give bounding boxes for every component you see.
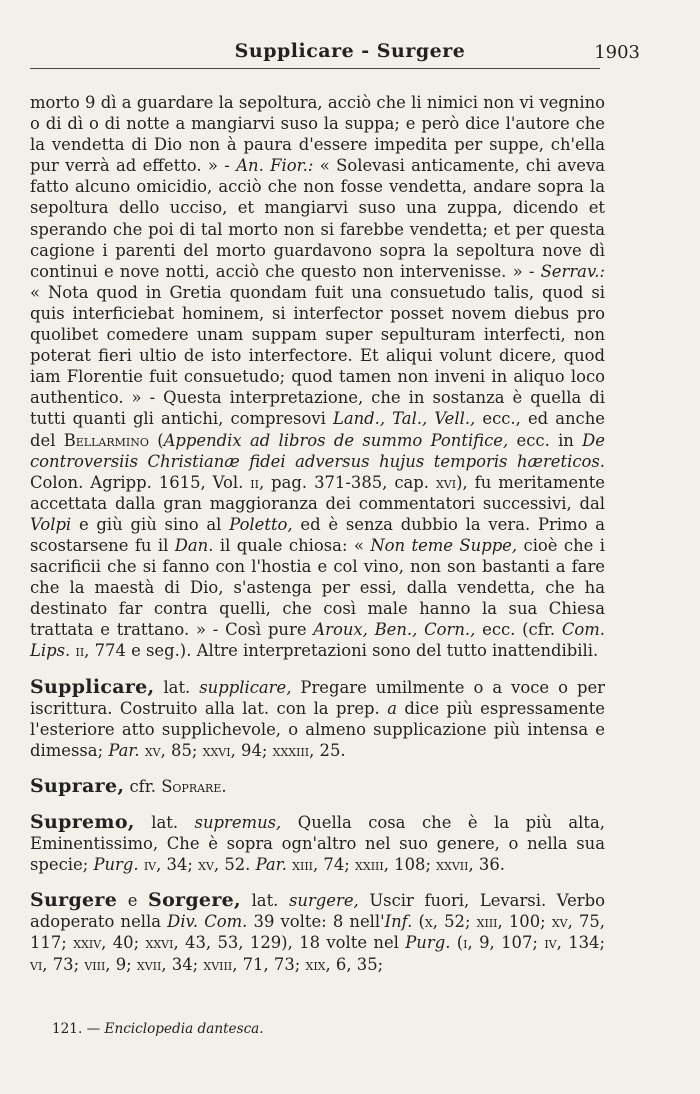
entry-supremo: Supremo, lat. supremus, Quella cosa che è la più alta, Eminentissimo, Che è sopra ogn'altro nel suo genere, o nella sua specie; Purg. iv, 34; xv, 52. Par. xiii, 74; xxiii, 108; xxvii, 36. xyxy=(30,811,605,875)
entry-surgere: Surgere e Sorgere, lat. surgere, Uscir fuori, Levarsi. Verbo adoperato nella Div. Com. 39 volte: 8 nell'Inf. (x, 52; xiii, 100; xv, 75, 117; xxiv, 40; xxvi, 43, 53, 129), 18 volte nel Purg. (i, 9, 107; iv, 134; vi, 73; viii, 9; xvii, 34; xviii, 71, 73; xix, 6, 35; xyxy=(30,889,606,974)
headword-sorgere: Sorgere, xyxy=(148,889,241,912)
headword-surgere: Surgere xyxy=(30,889,118,912)
body-text xyxy=(30,92,605,975)
headword-suprare: Suprare, xyxy=(30,774,125,797)
entry-supplicare: Supplicare, lat. supplicare, Pregare umilmente o a voce o per iscrittura. Costruito alla lat. con la prep. a dice più espressamente l'esteriore atto supplichevole, o almeno supplicazione più intensa e dimessa; Par. xv, 85; xxvi, 94; xxxiii, 25. xyxy=(30,675,606,760)
header-title: Supplicare - Surgere xyxy=(234,40,466,62)
headword-supremo: Supremo, xyxy=(30,811,135,833)
header-rule xyxy=(30,68,600,69)
continuation-paragraph: morto 9 dì a guardare la sepoltura, acciò che li nimici non vi vegnino o di dì o di notte a mangiarvi suso la suppa; e però dice l'autore che la vendetta di Dio non à paura d'essere impedita per suppe, ch'ella pur verrà ad effetto. » - An. Fior.: « Solevasi anticamente, chi aveva fatto alcuno omicidio, acciò che non fosse vendetta, andare sopra la sepoltura dello ucciso, et mangiarvi suso una zuppa, dicendo et sperando che poi di tal morto non si farebbe vendetta; et per questa cagione i parenti del morto guardavono sopra la sepoltura nove dì continui e nove notti, acciò che questo non intervenisse. » - Serrav.: « Nota quod in Gretia quondam fuit una consuetudo talis, quod si quis interficiebat hominem, si interfector posset novem diebus pro quolibet comedere unam suppam super sepulturam interfecti, non poterat fieri ultio de isto interfectore. Et aliqui volunt dicere, quod iam Florentie fuit consuetudo; quod tamen non inveni in aliquo loco authentico. » - Questa interpretazione, che in sostanza è quella di tutti quanti gli antichi, compresovi Land., Tal., Vell., ecc., ed anche del Bellarmino (Appendix ad libros de summo Pontifice, ecc. in De controversiis Christianæ fidei adversus hujus temporis hæreticos. Colon. Agripp. 1615, Vol. ii, pag. 371-385, cap. xvi), fu meritamente accettata dalla gran maggioranza dei commentatori successivi, dal Volpi e giù giù sino al Poletto, ed è senza dubbio la vera. Primo a scostarsene fu il Dan. il quale chiosa: « Non teme Suppe, cioè che i sacrificii che si fanno con l'hostia e col vino, non son bastanti a fare che la maestà di Dio, s'astenga per essi, dalla vendetta, che ha destinato far contra quelli, che così male hanno la sua Chiesa trattata e trattano. » - Così pure Aroux, Ben., Corn., ecc. (cfr. Com. Lips. ii, 774 e seg.). Altre interpretazioni sono del tutto inattendibili. xyxy=(30,93,606,661)
entry-suprare: Suprare, cfr. Soprare. xyxy=(30,774,227,797)
page-number: 1903 xyxy=(594,42,640,63)
headword-supplicare: Supplicare, xyxy=(30,675,155,698)
signature-footer: 121. — Enciclopedia dantesca. xyxy=(52,1021,264,1037)
running-header xyxy=(30,40,670,76)
